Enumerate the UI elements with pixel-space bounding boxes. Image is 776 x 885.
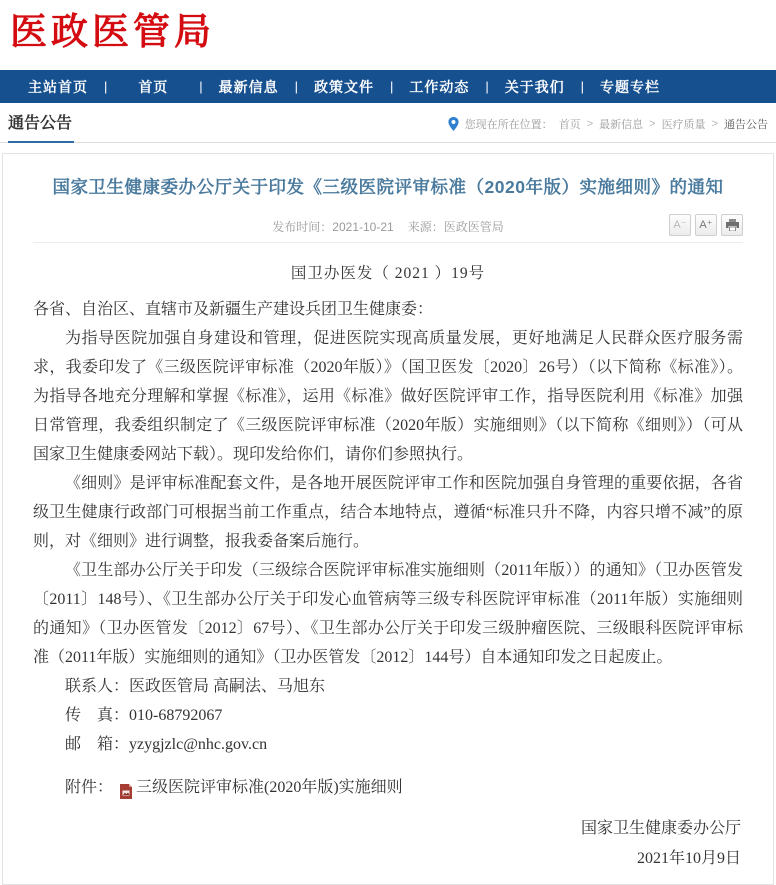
attachment-row [33,773,743,802]
location-label: 您现在所在位置： [464,119,553,131]
document-number: 国卫办医发（ 2021 ）19号 [290,265,486,282]
nav-separator: | [103,79,108,94]
nav-item-main-home[interactable]: 主站首页 [27,78,88,95]
nav-separator: | [389,79,394,94]
article-container [2,153,774,885]
paragraph-body-2: 《细则》是评审标准配套文件，是各地开展医院评审工作和医院加强自身管理的重要依据，各省级卫生健康行政部门可根据当前工作重点，结合本地特点，遵循“标准只升不降，内容只增不减”的原则，对《细则》进行调整，报我委备案后施行。 [33,475,743,550]
fax-line: 传 真：010-68792067 [65,707,223,724]
paragraph-body-1: 为指导医院加强自身建设和管理，促进医院实现高质量发展，更好地满足人民群众医疗服务需求，我委印发了《三级医院评审标准（2020年版）》（国卫医发〔2020〕26号）（以下简称《标准》）。为指导各地充分理解和掌握《标准》，运用《标准》做好医院评审工作，指导医院利用《标准》加强日常管理，我委组织制定了《三级医院评审标准（2020年版）实施细则》（以下简称《细则》）（可从国家卫生健康委网站下载）。现印发给你们，请你们参照执行。 [33,330,743,463]
breadcrumb-home[interactable]: 首页 [558,119,581,131]
document-body [33,295,743,874]
nav-separator: | [485,79,489,94]
nav-separator: | [580,79,585,94]
nav-item-latest-news[interactable]: 最新信息 [218,78,279,95]
source-value: 医政医管局 [443,220,504,234]
paragraph-body-3: 《卫生部办公厅关于印发（三级综合医院评审标准实施细则（2011年版））的通知》（卫办医管发〔2011〕148号）、《卫生部办公厅关于印发心血管病等三级专科医院评审标准（2011年版）实施细则的通知》（卫办医管发〔2012〕67号）、《卫生部办公厅关于印发三级肿瘤医院、三级眼科医院评审标准（2011年版）实施细则的通知》（卫办医管发〔2012〕144号）自本通知印发之日起废止。 [33,562,743,666]
nav-separator: | [294,79,299,94]
nav-item-policy-documents[interactable]: 政策文件 [314,78,374,95]
breadcrumb [448,116,768,142]
section-tab-notices[interactable]: 通告公告 [8,110,74,143]
font-decrease-button[interactable]: A⁻ [669,214,691,236]
nav-separator: | [199,79,203,94]
publish-time-label: 发布时间： [272,220,333,234]
article-tools [669,214,743,236]
breadcrumb-separator: > [586,118,594,130]
breadcrumb-medical-quality[interactable]: 医疗质量 [661,119,706,131]
breadcrumb-row [0,103,776,143]
article-title: 国家卫生健康委办公厅关于印发《三级医院评审标准（2020年版）实施细则》的通知 [52,177,724,197]
signature-org: 国家卫生健康委办公厅 [580,820,741,837]
font-increase-button[interactable]: A⁺ [695,214,717,236]
attachment-link[interactable]: 三级医院评审标准(2020年版)实施细则 [136,779,403,796]
nav-item-special-topics[interactable]: 专题专栏 [600,78,661,95]
paragraph-salutation: 各省、自治区、直辖市及新疆生产建设兵团卫生健康委： [33,301,434,318]
printer-icon [726,219,739,231]
article-meta-row [33,216,743,243]
signature-date: 2021年10月9日 [636,850,741,867]
contact-person-line: 联系人：医政医管局 高嗣法、马旭东 [65,678,326,695]
signature-block [33,814,743,874]
site-logo[interactable]: 医政医管局 [10,11,215,52]
source-label: 来源： [407,220,444,234]
nav-item-work-dynamics[interactable]: 工作动态 [409,78,470,95]
print-button[interactable] [721,214,743,236]
breadcrumb-notices[interactable]: 通告公告 [724,119,768,131]
breadcrumb-latest-news[interactable]: 最新信息 [599,119,644,131]
location-pin-icon [448,117,459,131]
nav-item-home[interactable]: 首页 [138,78,169,95]
breadcrumb-separator: > [649,118,656,130]
main-nav [0,70,776,103]
attachment-label: 附件： [65,779,114,796]
breadcrumb-separator: > [711,118,718,130]
nav-item-about-us[interactable]: 关于我们 [504,78,565,95]
attachment-file-icon [119,780,133,795]
site-header [0,0,776,70]
email-line: 邮 箱：yzygjzlc@nhc.gov.cn [65,736,268,753]
publish-time-value: 2021-10-21 [332,220,394,234]
